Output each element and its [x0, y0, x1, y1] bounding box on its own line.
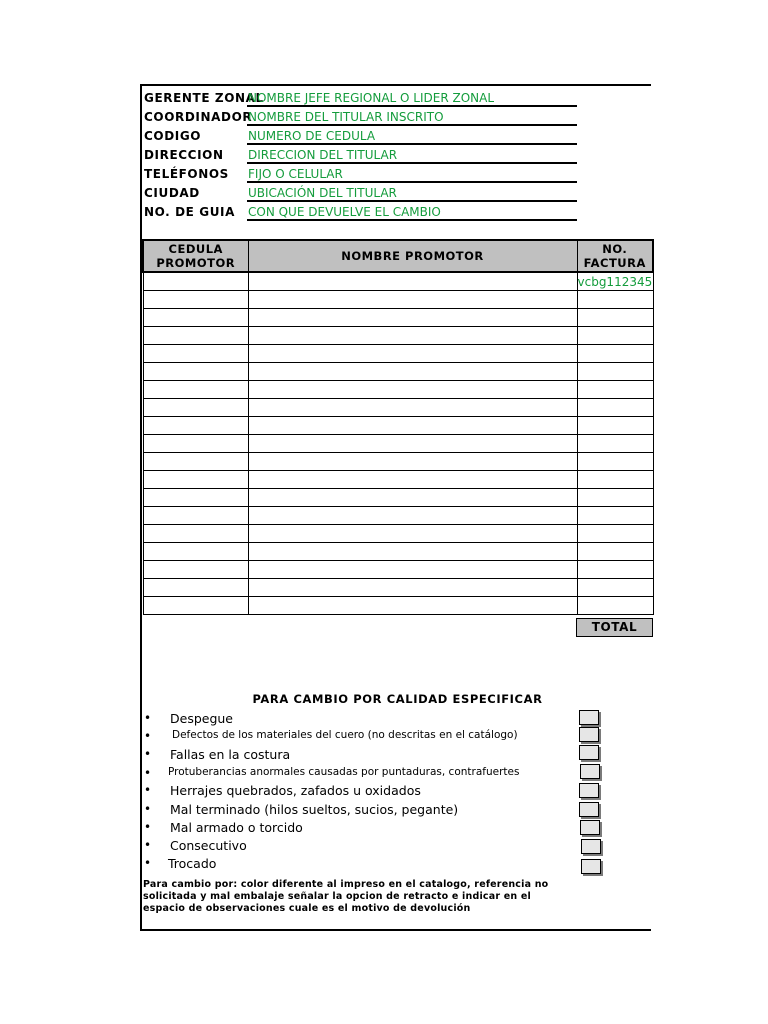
- cedula-cell[interactable]: [143, 453, 248, 471]
- factura-cell[interactable]: [577, 453, 653, 471]
- cedula-cell[interactable]: [143, 543, 248, 561]
- factura-cell[interactable]: [577, 597, 653, 615]
- table-row: [143, 381, 653, 399]
- cedula-cell[interactable]: [143, 597, 248, 615]
- factura-cell[interactable]: [577, 507, 653, 525]
- factura-cell[interactable]: [577, 579, 653, 597]
- field-value[interactable]: DIRECCION DEL TITULAR: [248, 148, 398, 162]
- header-nombre-promotor: NOMBRE PROMOTOR: [248, 240, 577, 272]
- table-header-row: [143, 240, 653, 272]
- bullet: •: [144, 838, 152, 852]
- cedula-cell[interactable]: [143, 471, 248, 489]
- field-coordinador: [142, 107, 653, 126]
- list-item: [142, 710, 582, 726]
- table-row: [143, 327, 653, 345]
- checkbox-trocado[interactable]: [581, 859, 601, 874]
- cedula-cell[interactable]: [143, 363, 248, 381]
- bullet: •: [144, 729, 152, 743]
- factura-cell[interactable]: [577, 399, 653, 417]
- exchange-form: [140, 84, 651, 931]
- factura-cell[interactable]: [577, 417, 653, 435]
- factura-cell[interactable]: [577, 543, 653, 561]
- list-item: [142, 819, 582, 835]
- total-label: TOTAL: [576, 618, 653, 637]
- field-value[interactable]: NUMERO DE CEDULA: [248, 129, 376, 143]
- factura-cell[interactable]: [577, 561, 653, 579]
- nombre-cell[interactable]: [248, 525, 577, 543]
- factura-cell[interactable]: [577, 363, 653, 381]
- field-gerente-zonal: [142, 88, 653, 107]
- nombre-cell[interactable]: [248, 489, 577, 507]
- list-item: [142, 782, 582, 798]
- header-no-factura: NO. FACTURA: [577, 240, 653, 272]
- factura-cell[interactable]: [577, 381, 653, 399]
- field-codigo: [142, 126, 653, 145]
- factura-cell[interactable]: [577, 489, 653, 507]
- list-item: [142, 765, 582, 781]
- cedula-cell[interactable]: [143, 327, 248, 345]
- table-row: [143, 435, 653, 453]
- nombre-cell[interactable]: [248, 417, 577, 435]
- field-value[interactable]: NOMBRE DEL TITULAR INSCRITO: [248, 110, 444, 124]
- header-cedula-promotor: CEDULA PROMOTOR: [143, 240, 248, 272]
- nombre-cell[interactable]: [248, 543, 577, 561]
- bullet: •: [144, 802, 152, 816]
- factura-cell[interactable]: [577, 327, 653, 345]
- nombre-cell[interactable]: [248, 561, 577, 579]
- checkbox-defectos-materiales[interactable]: [579, 727, 599, 742]
- list-item: [142, 728, 582, 744]
- field-label: NO. DE GUIA: [144, 205, 235, 219]
- nombre-cell[interactable]: [248, 453, 577, 471]
- cedula-cell[interactable]: [143, 381, 248, 399]
- cedula-cell[interactable]: [143, 507, 248, 525]
- factura-cell[interactable]: [577, 345, 653, 363]
- nombre-cell[interactable]: [248, 345, 577, 363]
- quality-item-label: Despegue: [170, 711, 234, 726]
- checkbox-herrajes[interactable]: [579, 783, 599, 798]
- cedula-cell[interactable]: [143, 272, 248, 291]
- table-row: [143, 489, 653, 507]
- promoter-table: [142, 239, 654, 615]
- factura-cell[interactable]: [577, 435, 653, 453]
- field-no-de-guia: [142, 202, 653, 221]
- field-label: GERENTE ZONAL: [144, 91, 264, 105]
- bullet: •: [144, 747, 152, 761]
- nombre-cell[interactable]: [248, 272, 577, 291]
- quality-item-label: Mal terminado (hilos sueltos, sucios, pegante): [170, 802, 459, 817]
- checkbox-despegue[interactable]: [579, 710, 599, 725]
- checkbox-protuberancias[interactable]: [580, 764, 600, 779]
- nombre-cell[interactable]: [248, 435, 577, 453]
- nombre-cell[interactable]: [248, 579, 577, 597]
- field-label: DIRECCION: [144, 148, 224, 162]
- cedula-cell[interactable]: [143, 291, 248, 309]
- table-row: [143, 309, 653, 327]
- cedula-cell[interactable]: [143, 561, 248, 579]
- field-label: TELÉFONOS: [144, 167, 229, 181]
- field-value[interactable]: UBICACIÓN DEL TITULAR: [248, 186, 397, 200]
- table-row: [143, 525, 653, 543]
- quality-item-label: Herrajes quebrados, zafados u oxidados: [170, 783, 421, 798]
- list-item: [142, 855, 582, 871]
- table-row: [143, 272, 653, 291]
- field-label: CODIGO: [144, 129, 202, 143]
- checkbox-mal-terminado[interactable]: [579, 802, 599, 817]
- bullet: •: [144, 856, 152, 870]
- field-direccion: [142, 145, 653, 164]
- bullet: •: [144, 766, 152, 780]
- field-ciudad: [142, 183, 653, 202]
- factura-cell[interactable]: [577, 309, 653, 327]
- factura-cell[interactable]: [577, 471, 653, 489]
- nombre-cell[interactable]: [248, 363, 577, 381]
- nombre-cell[interactable]: [248, 507, 577, 525]
- field-value[interactable]: NOMBRE JEFE REGIONAL O LIDER ZONAL: [248, 91, 495, 105]
- nombre-cell[interactable]: [248, 381, 577, 399]
- nombre-cell[interactable]: [248, 597, 577, 615]
- table-row: [143, 507, 653, 525]
- factura-cell[interactable]: vcbg112345: [577, 272, 653, 291]
- table-row: [143, 471, 653, 489]
- table-row: [143, 579, 653, 597]
- table-row: [143, 417, 653, 435]
- list-item: [142, 801, 582, 817]
- exchange-note: Para cambio por: color diferente al impreso en el catalogo, referencia no solicitada y mal embalaje señalar la opcion de retracto e indicar en el espacio de observaciones cuale es el motivo de devolución: [143, 879, 549, 914]
- nombre-cell[interactable]: [248, 327, 577, 345]
- checkbox-fallas-costura[interactable]: [579, 745, 599, 760]
- nombre-cell[interactable]: [248, 471, 577, 489]
- cedula-cell[interactable]: [143, 399, 248, 417]
- quality-item-label: Consecutivo: [170, 838, 247, 853]
- quality-item-label: Protuberancias anormales causadas por puntaduras, contrafuertes: [168, 766, 520, 778]
- nombre-cell[interactable]: [248, 291, 577, 309]
- cedula-cell[interactable]: [143, 309, 248, 327]
- cedula-cell[interactable]: [143, 345, 248, 363]
- cedula-cell[interactable]: [143, 417, 248, 435]
- list-item: [142, 837, 582, 853]
- factura-cell[interactable]: [577, 291, 653, 309]
- field-label: CIUDAD: [144, 186, 200, 200]
- table-row: [143, 345, 653, 363]
- bullet: •: [144, 820, 152, 834]
- field-value[interactable]: CON QUE DEVUELVE EL CAMBIO: [248, 205, 441, 219]
- table-row: [143, 561, 653, 579]
- cedula-cell[interactable]: [143, 525, 248, 543]
- cedula-cell[interactable]: [143, 489, 248, 507]
- nombre-cell[interactable]: [248, 399, 577, 417]
- quality-item-label: Defectos de los materiales del cuero (no descritas en el catálogo): [172, 729, 518, 741]
- checkbox-mal-armado[interactable]: [580, 820, 600, 835]
- quality-item-label: Fallas en la costura: [170, 747, 291, 762]
- field-label: COORDINADOR: [144, 110, 253, 124]
- bullet: •: [144, 783, 152, 797]
- table-row: [143, 453, 653, 471]
- bullet: •: [144, 711, 152, 725]
- table-row: [143, 543, 653, 561]
- list-item: [142, 746, 582, 762]
- nombre-cell[interactable]: [248, 309, 577, 327]
- checkbox-consecutivo[interactable]: [581, 839, 601, 854]
- quality-item-label: Mal armado o torcido: [170, 820, 303, 835]
- quality-section-title: PARA CAMBIO POR CALIDAD ESPECIFICAR: [252, 692, 543, 706]
- field-underline: [247, 219, 577, 221]
- quality-item-label: Trocado: [168, 856, 217, 871]
- table-row: [143, 291, 653, 309]
- table-row: [143, 399, 653, 417]
- cedula-cell[interactable]: [143, 435, 248, 453]
- table-row: [143, 363, 653, 381]
- factura-cell[interactable]: [577, 525, 653, 543]
- field-value[interactable]: FIJO O CELULAR: [248, 167, 343, 181]
- field-telefonos: [142, 164, 653, 183]
- table-row: [143, 597, 653, 615]
- cedula-cell[interactable]: [143, 579, 248, 597]
